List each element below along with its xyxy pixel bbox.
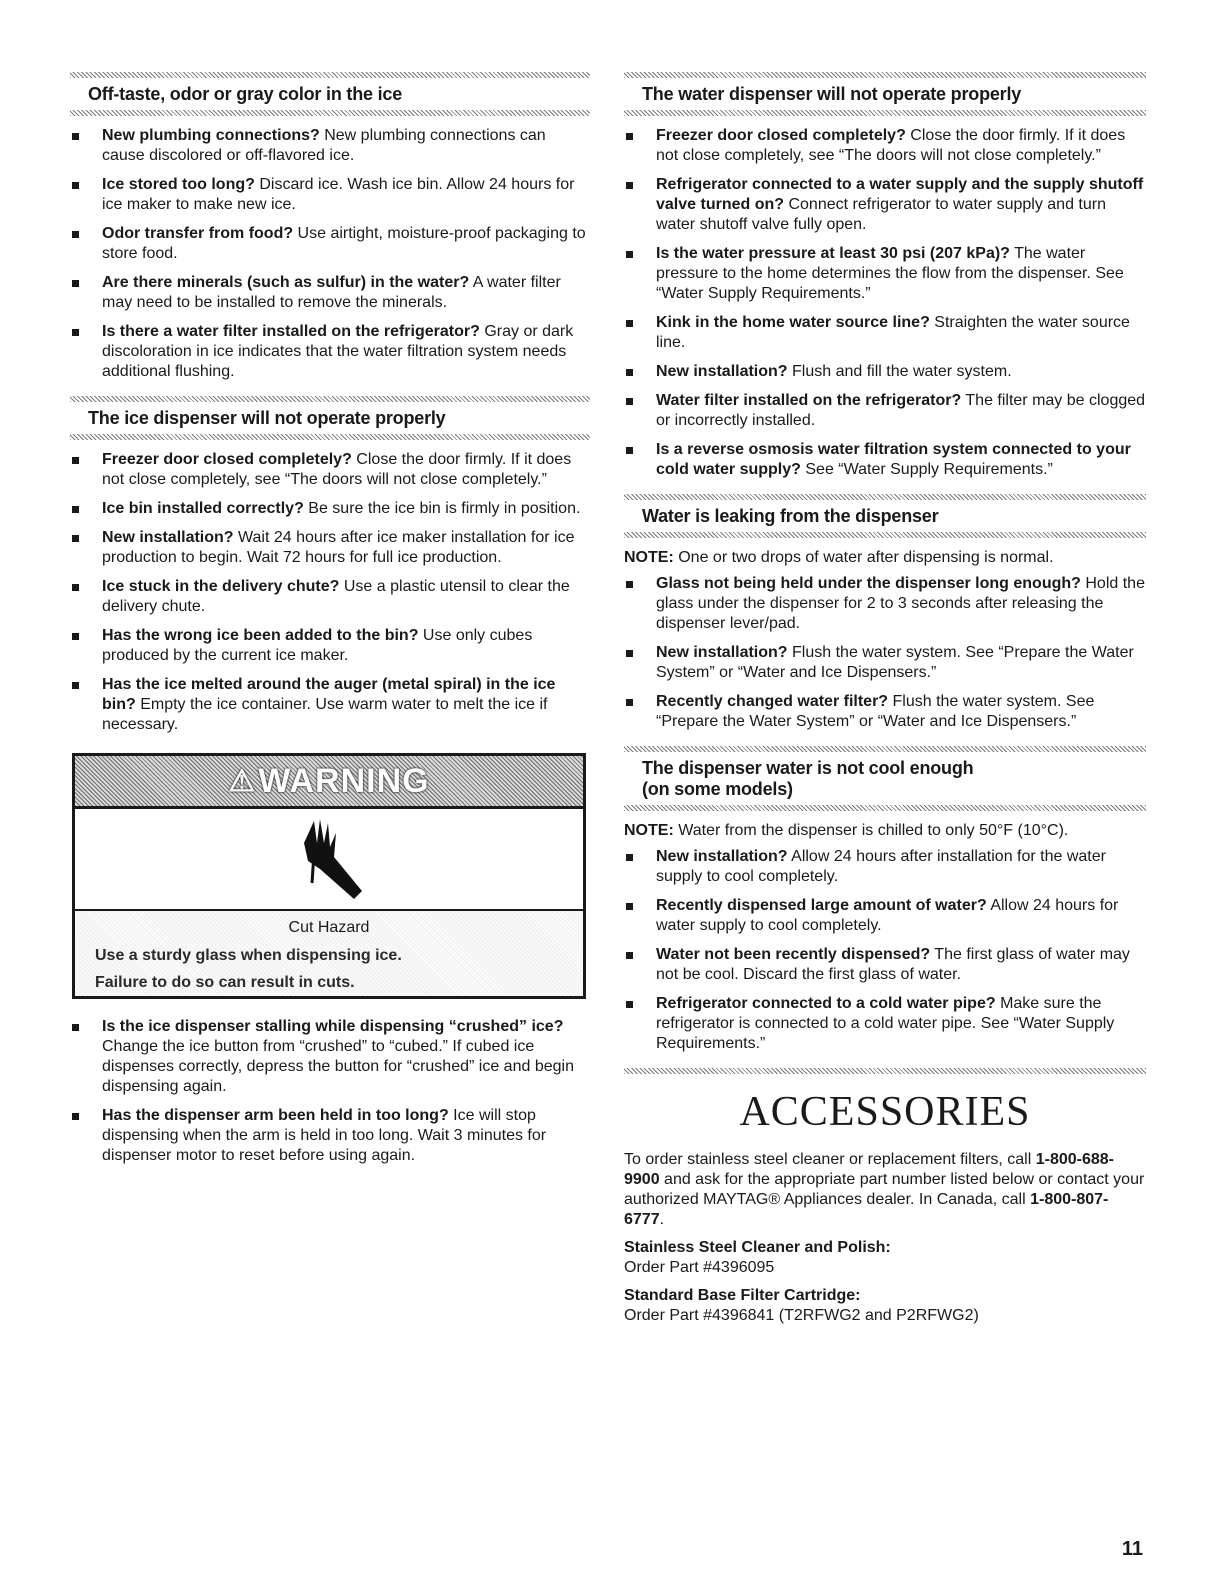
warning-consequence: Failure to do so can result in cuts. — [95, 974, 355, 991]
square-bullet-icon — [72, 280, 79, 287]
item-answer: Hold the glass under the dispenser for 2 to 3 seconds after releasing the dispenser lever/pad. — [656, 575, 1145, 632]
list-item — [624, 692, 1146, 732]
note-label: NOTE: — [624, 822, 674, 839]
item-question: New installation? — [656, 644, 788, 661]
hatch-divider — [624, 110, 1146, 116]
list-item — [70, 577, 590, 617]
square-bullet-icon — [626, 133, 633, 140]
item-answer: New plumbing connections can cause discolored or off-flavored ice. — [102, 127, 546, 164]
item-question: Has the dispenser arm been held in too long? — [102, 1107, 449, 1124]
warning-box — [72, 753, 586, 999]
item-answer: Be sure the ice bin is firmly in position. — [303, 500, 581, 517]
list-item — [624, 945, 1146, 985]
accessory-part: Order Part #4396095 — [624, 1259, 775, 1276]
list-item — [624, 391, 1146, 431]
item-question: Glass not being held under the dispenser long enough? — [656, 575, 1081, 592]
item-answer: Flush and fill the water system. — [787, 363, 1012, 380]
intro-text: and ask for the appropriate part number listed below or contact your authorized MAYTAG® Appliances dealer. In Canada, call — [624, 1171, 1145, 1208]
item-answer: Empty the ice container. Use warm water to melt the ice if necessary. — [102, 696, 548, 733]
cut-hand-icon — [284, 813, 374, 905]
bullet-list — [624, 847, 1146, 1054]
item-question: Ice stored too long? — [102, 176, 255, 193]
left-column — [70, 72, 590, 1180]
list-item — [70, 1106, 590, 1166]
list-item — [70, 499, 590, 519]
item-question: Are there minerals (such as sulfur) in the water? — [102, 274, 470, 291]
warning-instruction: Use a sturdy glass when dispensing ice. — [95, 947, 402, 964]
item-answer: Use only cubes produced by the current ice maker. — [102, 627, 533, 664]
hatch-divider — [624, 805, 1146, 811]
item-answer: Connect refrigerator to water supply and turn water shutoff valve fully open. — [656, 196, 1106, 233]
square-bullet-icon — [626, 251, 633, 258]
square-bullet-icon — [72, 182, 79, 189]
item-question: Ice bin installed correctly? — [102, 500, 304, 517]
item-question: Water not been recently dispensed? — [656, 946, 931, 963]
list-item — [624, 847, 1146, 887]
list-item — [624, 896, 1146, 936]
item-question: New installation? — [656, 848, 788, 865]
item-question: Is the ice dispenser stalling while dispensing “crushed” ice? — [102, 1018, 564, 1035]
warning-pictogram — [75, 809, 583, 911]
item-question: Kink in the home water source line? — [656, 314, 930, 331]
section-title-line2: (on some models) — [642, 779, 793, 799]
square-bullet-icon — [626, 320, 633, 327]
item-answer: The filter may be clogged or incorrectly installed. — [656, 392, 1146, 429]
item-answer: The water pressure to the home determines the flow from the dispenser. See “Water Supply Requirements.” — [656, 245, 1124, 302]
bullet-list — [70, 1017, 590, 1166]
list-item — [70, 1017, 590, 1097]
section-header-ice-dispenser — [70, 396, 590, 440]
list-item — [624, 440, 1146, 480]
square-bullet-icon — [72, 329, 79, 336]
bullet-list — [70, 126, 590, 382]
square-bullet-icon — [626, 854, 633, 861]
section-header-water-dispenser — [624, 72, 1146, 116]
list-item — [624, 994, 1146, 1054]
list-item — [624, 126, 1146, 166]
item-answer: Straighten the water source line. — [656, 314, 1130, 351]
list-item — [70, 224, 590, 264]
square-bullet-icon — [72, 457, 79, 464]
note-text: One or two drops of water after dispensing is normal. — [673, 549, 1054, 566]
item-answer: Gray or dark discoloration in ice indicates that the water filtration system needs additional flushing. — [102, 323, 574, 380]
square-bullet-icon — [626, 952, 633, 959]
item-question: New plumbing connections? — [102, 127, 320, 144]
bullet-list — [70, 450, 590, 735]
square-bullet-icon — [72, 1113, 79, 1120]
item-question: Refrigerator connected to a water supply and the supply shutoff valve turned on? — [656, 176, 1144, 213]
section-title-line1: The dispenser water is not cool enough — [642, 758, 974, 778]
accessory-label: Standard Base Filter Cartridge: — [624, 1287, 861, 1304]
accessory-item — [624, 1238, 1146, 1278]
section-header-off-taste — [70, 72, 590, 116]
item-answer: Allow 24 hours for water supply to cool completely. — [656, 897, 1119, 934]
square-bullet-icon — [626, 447, 633, 454]
item-question: Freezer door closed completely? — [102, 451, 352, 468]
item-answer: Flush the water system. See “Prepare the Water System” or “Water and Ice Dispensers.” — [656, 644, 1134, 681]
intro-text: . — [659, 1211, 665, 1228]
warning-triangle-icon: ⚠ — [228, 764, 257, 798]
section-header-water-leaking — [624, 494, 1146, 538]
section-title: The ice dispenser will not operate properly — [88, 408, 446, 428]
section-title: The water dispenser will not operate properly — [642, 84, 1022, 104]
square-bullet-icon — [72, 133, 79, 140]
item-answer: Wait 24 hours after ice maker installation for ice production to begin. Wait 72 hours for full ice production. — [102, 529, 575, 566]
list-item — [624, 175, 1146, 235]
section-title — [624, 752, 1146, 805]
list-item — [70, 675, 590, 735]
item-answer: Allow 24 hours after installation for the water supply to cool completely. — [656, 848, 1106, 885]
item-answer: Use a plastic utensil to clear the delivery chute. — [102, 578, 570, 615]
square-bullet-icon — [626, 369, 633, 376]
warning-title: WARNING — [258, 761, 430, 800]
list-item — [70, 126, 590, 166]
accessory-item — [624, 1286, 1146, 1326]
right-column — [624, 72, 1146, 1334]
item-question: Freezer door closed completely? — [656, 127, 906, 144]
accessory-label: Stainless Steel Cleaner and Polish: — [624, 1239, 891, 1256]
square-bullet-icon — [626, 1001, 633, 1008]
item-answer: The first glass of water may not be cool. Discard the first glass of water. — [656, 946, 1130, 983]
warning-body — [75, 911, 583, 996]
item-question: New installation? — [102, 529, 234, 546]
item-answer: Make sure the refrigerator is connected to a cold water pipe. See “Water Supply Requirements.” — [656, 995, 1115, 1052]
item-question: Has the ice melted around the auger (metal spiral) in the ice bin? — [102, 676, 556, 713]
bullet-list — [624, 574, 1146, 732]
list-item — [624, 362, 1146, 382]
square-bullet-icon — [626, 182, 633, 189]
phone-number-us: 1-800-688-9900 — [624, 1151, 1115, 1188]
list-item — [624, 313, 1146, 353]
note-label: NOTE: — [624, 549, 674, 566]
list-item — [70, 273, 590, 313]
list-item — [70, 528, 590, 568]
list-item — [70, 626, 590, 666]
item-answer: A water filter may need to be installed to remove the minerals. — [102, 274, 561, 311]
intro-text: To order stainless steel cleaner or replacement filters, call — [624, 1151, 1036, 1168]
square-bullet-icon — [72, 633, 79, 640]
item-question: New installation? — [656, 363, 788, 380]
square-bullet-icon — [72, 535, 79, 542]
note — [624, 821, 1146, 841]
item-question: Recently changed water filter? — [656, 693, 889, 710]
item-question: Odor transfer from food? — [102, 225, 294, 242]
item-question: Recently dispensed large amount of water? — [656, 897, 987, 914]
item-question: Has the wrong ice been added to the bin? — [102, 627, 419, 644]
hatch-divider — [70, 110, 590, 116]
accessories-title: ACCESSORIES — [739, 1089, 1031, 1135]
list-item — [70, 322, 590, 382]
square-bullet-icon — [72, 584, 79, 591]
item-answer: Flush the water system. See “Prepare the Water System” or “Water and Ice Dispensers.” — [656, 693, 1095, 730]
item-answer: Close the door firmly. If it does not close completely, see “The doors will not close completely.” — [102, 451, 572, 488]
hazard-label: Cut Hazard — [288, 919, 370, 936]
item-answer: Discard ice. Wash ice bin. Allow 24 hours for ice maker to make new ice. — [102, 176, 575, 213]
list-item — [624, 244, 1146, 304]
square-bullet-icon — [626, 650, 633, 657]
item-answer: Use airtight, moisture-proof packaging to store food. — [102, 225, 586, 262]
section-title: Off-taste, odor or gray color in the ice — [88, 84, 403, 104]
square-bullet-icon — [626, 699, 633, 706]
square-bullet-icon — [72, 231, 79, 238]
hatch-divider — [70, 434, 590, 440]
note-text: Water from the dispenser is chilled to only 50°F (10°C). — [673, 822, 1069, 839]
item-answer: Close the door firmly. If it does not close completely, see “The doors will not close completely.” — [656, 127, 1126, 164]
item-answer: Ice will stop dispensing when the arm is held in too long. Wait 3 minutes for dispenser motor to reset before using again. — [102, 1107, 547, 1164]
square-bullet-icon — [72, 682, 79, 689]
list-item — [624, 574, 1146, 634]
item-question: Is a reverse osmosis water filtration system connected to your cold water supply? — [656, 441, 1131, 478]
list-item — [624, 643, 1146, 683]
warning-banner — [75, 756, 583, 809]
accessories-section — [624, 1088, 1146, 1326]
item-answer: See “Water Supply Requirements.” — [800, 461, 1053, 478]
list-item — [70, 450, 590, 490]
item-question: Is the water pressure at least 30 psi (207 kPa)? — [656, 245, 1010, 262]
phone-number-canada: 1-800-807-6777 — [624, 1191, 1109, 1228]
item-answer: Change the ice button from “crushed” to “cubed.” If cubed ice dispenses correctly, depress the button for “crushed” ice and begin dispensing again. — [102, 1038, 574, 1095]
bullet-list — [624, 126, 1146, 480]
hatch-divider — [624, 532, 1146, 538]
item-question: Water filter installed on the refrigerator? — [656, 392, 962, 409]
item-question: Refrigerator connected to a cold water pipe? — [656, 995, 996, 1012]
note — [624, 548, 1146, 568]
accessory-part: Order Part #4396841 (T2RFWG2 and P2RFWG2) — [624, 1307, 979, 1324]
list-item — [70, 175, 590, 215]
section-title: Water is leaking from the dispenser — [642, 506, 939, 526]
page-number: 11 — [1121, 1538, 1143, 1560]
item-question: Ice stuck in the delivery chute? — [102, 578, 340, 595]
square-bullet-icon — [626, 581, 633, 588]
square-bullet-icon — [626, 903, 633, 910]
square-bullet-icon — [72, 506, 79, 513]
square-bullet-icon — [72, 1024, 79, 1031]
accessories-intro — [624, 1150, 1146, 1230]
section-header-water-not-cool — [624, 746, 1146, 811]
item-question: Is there a water filter installed on the refrigerator? — [102, 323, 480, 340]
hatch-divider — [624, 1068, 1146, 1074]
square-bullet-icon — [626, 398, 633, 405]
